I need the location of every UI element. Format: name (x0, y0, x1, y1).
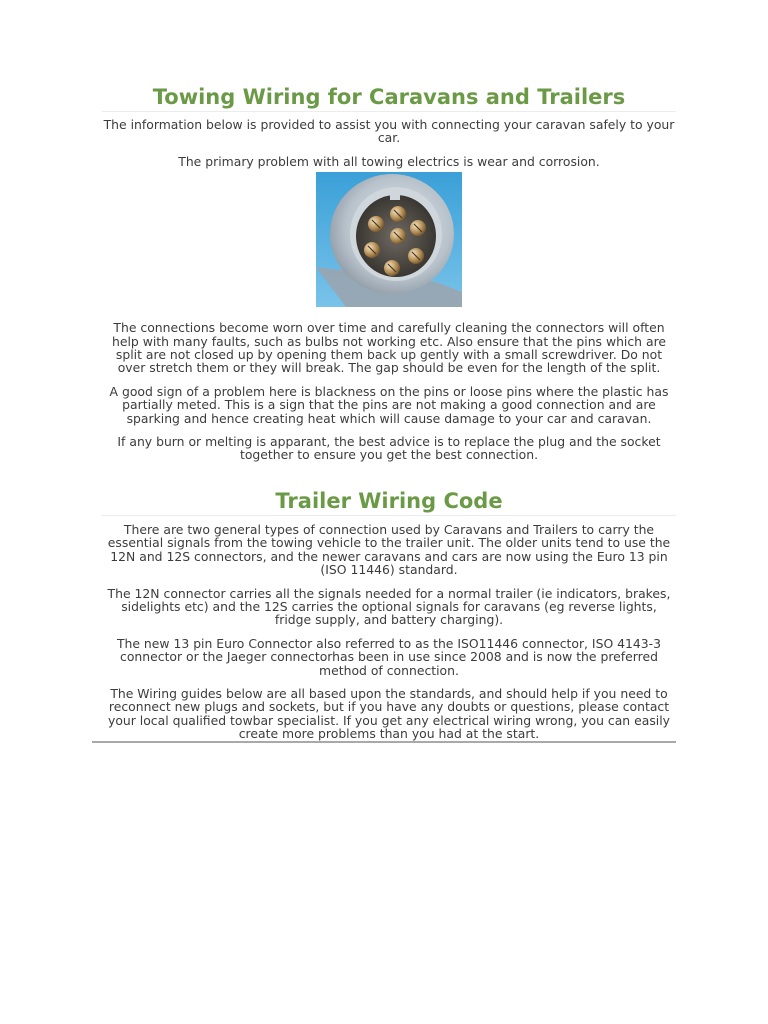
intro-paragraph: The primary problem with all towing electrics is wear and corrosion. (178, 153, 600, 169)
section-title: Trailer Wiring Code (102, 488, 676, 516)
section-paragraph: There are two general types of connection used by Caravans and Trailers to carry the essential signals from the towing vehicle to the trailer unit. The older units tend to use the 12N and 12S connectors, and the newer caravans and cars are now using the Euro 13 pin (ISO 11446) standard. (107, 521, 671, 578)
page-title: Towing Wiring for Caravans and Trailers (102, 84, 676, 112)
intro-paragraph: The information below is provided to assist you with connecting your caravan safely to your car. (103, 117, 675, 146)
page-content (102, 84, 676, 751)
section-paragraph: The 12N connector carries all the signals needed for a normal trailer (ie indicators, brakes, sidelights etc) and the 12S carries the optional signals for caravans (eg reverse lights, fridge supply, and battery charging). (107, 585, 671, 628)
body-paragraph: The connections become worn over time and carefully cleaning the connectors will often help with many faults, such as bulbs not working etc. Also ensure that the pins which are split are not closed up by opening them back up gently with a small screwdriver. Do not over stretch them or they will break. The gap should be even for the length of the split. (111, 320, 667, 376)
towing-socket-illustration (316, 172, 462, 307)
towing-socket-image (316, 172, 462, 307)
trailer-wiring-section (102, 488, 676, 741)
body-paragraph: A good sign of a problem here is blackness on the pins or loose pins where the plastic has partially meted. This is a sign that the pins are not making a good connection and are sparking and hence creating heat which will cause damage to your car and caravan. (109, 383, 669, 426)
section-paragraph: The Wiring guides below are all based upon the standards, and should help if you need to reconnect new plugs and sockets, but if you have any doubts or questions, please contact your local qualified towbar specialist. If you get any electrical wiring wrong, you can easily create more problems than you had at the start. (107, 685, 670, 742)
section-paragraph: The new 13 pin Euro Connector also referred to as the ISO11446 connector, ISO 4143-3 connector or the Jaeger connectorhas been in use since 2008 and is now the preferred method of connection. (116, 635, 662, 678)
horizontal-divider (92, 741, 676, 743)
body-paragraph: If any burn or melting is apparant, the best advice is to replace the plug and the socket together to ensure you get the best connection. (117, 434, 661, 463)
